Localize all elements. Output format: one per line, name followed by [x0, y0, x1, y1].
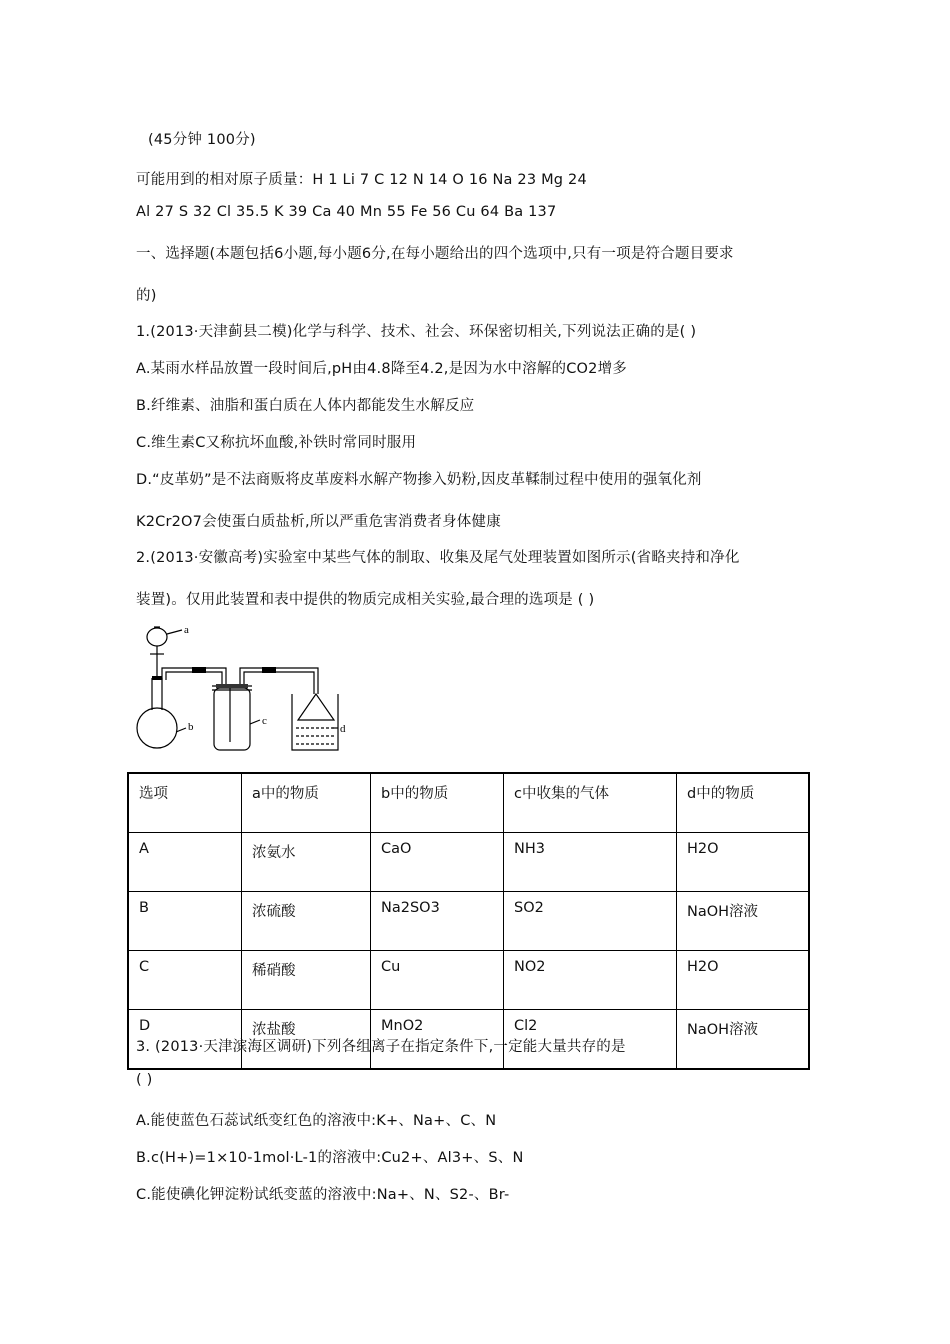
table-header-cell: 选项 [128, 773, 242, 833]
table-cell: H2O [677, 833, 810, 892]
time-score: (45分钟 100分) [148, 132, 256, 148]
table-cell: NH3 [504, 833, 677, 892]
table-row [128, 833, 809, 892]
q1-option-a: A.某雨水样品放置一段时间后,pH由4.8降至4.2,是因为水中溶解的CO2增多 [136, 361, 627, 377]
q3-option-a: A.能使蓝色石蕊试纸变红色的溶液中:K+、Na+、C、N [136, 1113, 497, 1129]
q2-stem-cont: 装置)。仅用此装置和表中提供的物质完成相关实验,最合理的选项是 ( ) [136, 592, 595, 608]
label-a: a [184, 624, 189, 636]
table-header-cell: b中的物质 [371, 773, 504, 833]
table-row [128, 951, 809, 1010]
table-header-cell: c中收集的气体 [504, 773, 677, 833]
table-cell: H2O [677, 951, 810, 1010]
table-cell: NaOH溶液 [677, 892, 810, 951]
options-table [127, 772, 810, 1070]
table-cell: B [128, 892, 242, 951]
apparatus-diagram [132, 624, 357, 754]
table-row [128, 892, 809, 951]
table-cell: Cu [371, 951, 504, 1010]
table-header-row [128, 773, 809, 833]
table-cell: NO2 [504, 951, 677, 1010]
label-c: c [262, 715, 267, 727]
q1-option-d: D.“皮革奶”是不法商贩将皮革废料水解产物掺入奶粉,因皮革鞣制过程中使用的强氧化剂 [136, 472, 702, 488]
label-b: b [188, 721, 194, 733]
table-cell: D [128, 1010, 242, 1070]
q1-option-c: C.维生素C又称抗坏血酸,补铁时常同时服用 [136, 435, 417, 451]
table-cell: CaO [371, 833, 504, 892]
q1-option-d-cont: K2Cr2O7会使蛋白质盐析,所以严重危害消费者身体健康 [136, 514, 501, 530]
table-header-cell: d中的物质 [677, 773, 810, 833]
table-cell: 浓硫酸 [242, 892, 371, 951]
q3-option-c: C.能使碘化钾淀粉试纸变蓝的溶液中:Na+、N、S2-、Br- [136, 1187, 510, 1203]
atomic-mass-line-1: 可能用到的相对原子质量：H 1 Li 7 C 12 N 14 O 16 Na 23 Mg 24 [136, 172, 587, 188]
table-cell: 稀硝酸 [242, 951, 371, 1010]
table-header-cell: a中的物质 [242, 773, 371, 833]
section-title-cont: 的) [136, 288, 157, 304]
table-cell: NaOH溶液 [677, 1010, 810, 1070]
table-cell: Na2SO3 [371, 892, 504, 951]
table-cell: 浓盐酸 [242, 1010, 371, 1070]
atomic-mass-line-2: Al 27 S 32 Cl 35.5 K 39 Ca 40 Mn 55 Fe 56 Cu 64 Ba 137 [136, 204, 557, 220]
table-cell: C [128, 951, 242, 1010]
table-cell: SO2 [504, 892, 677, 951]
section-title: 一、选择题(本题包括6小题,每小题6分,在每小题给出的四个选项中,只有一项是符合题目要求 [136, 246, 734, 262]
table-cell: A [128, 833, 242, 892]
q3-option-b: B.c(H+)=1×10-1mol·L-1的溶液中:Cu2+、Al3+、S、N [136, 1150, 524, 1166]
table-cell: MnO2 [371, 1010, 504, 1070]
table-cell: Cl2 [504, 1010, 677, 1070]
label-d: d [340, 723, 346, 735]
table-cell: 浓氨水 [242, 833, 371, 892]
q1-option-b: B.纤维素、油脂和蛋白质在人体内都能发生水解反应 [136, 398, 475, 414]
q3-paren: ( ) [136, 1072, 153, 1088]
q1-stem: 1.(2013·天津蓟县二模)化学与科学、技术、社会、环保密切相关,下列说法正确的是( ) [136, 324, 697, 340]
q2-stem: 2.(2013·安徽高考)实验室中某些气体的制取、收集及尾气处理装置如图所示(省略夹持和净化 [136, 550, 740, 566]
q3-stem: 3. (2013·天津滨海区调研)下列各组离子在指定条件下,一定能大量共存的是 [136, 1039, 626, 1055]
